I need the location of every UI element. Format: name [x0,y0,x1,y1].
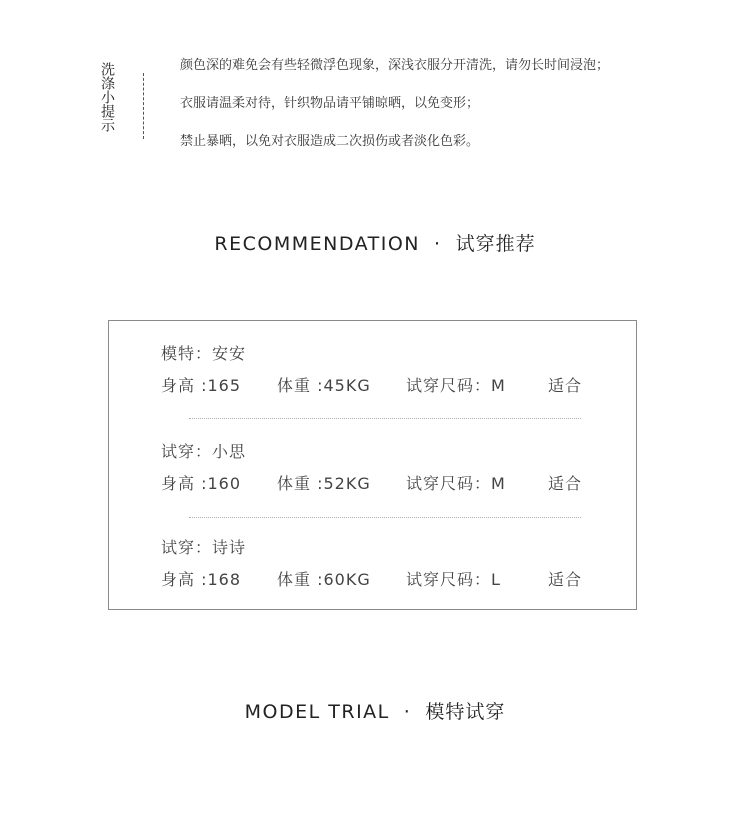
model-size: 试穿尺码：M [406,376,506,395]
care-tips-title: 洗涤小提示 [99,62,115,132]
model-stats [161,375,591,397]
care-tip-2: 衣服请温柔对待，针织物品请平铺晾晒，以免变形； [180,96,480,111]
model-stats [161,473,591,495]
model-height: 身高 :168 [161,570,242,589]
model-name: 试穿：小思 [161,442,247,461]
model-fit: 适合 [548,376,583,395]
model-entry [161,441,591,495]
model-trial-heading [0,697,750,724]
recommendation-box [108,320,637,610]
model-height: 身高 :165 [161,376,242,395]
care-tips-divider [143,73,144,139]
model-trial-heading-dot: · [403,701,412,723]
model-entry [161,537,591,591]
care-tip-3: 禁止暴晒，以免对衣服造成二次损伤或者淡化色彩。 [180,134,480,149]
model-weight: 体重 :60KG [277,570,371,589]
model-fit: 适合 [548,474,583,493]
model-size: 试穿尺码：M [406,474,506,493]
model-trial-heading-cn: 模特试穿 [425,701,506,723]
model-height: 身高 :160 [161,474,242,493]
model-separator [189,418,581,419]
model-name: 模特：安安 [161,344,247,363]
model-stats [161,569,591,591]
care-tip-1: 颜色深的难免会有些轻微浮色现象，深浅衣服分开清洗，请勿长时间浸泡； [180,58,610,73]
model-entry [161,343,591,397]
recommendation-heading-en: RECOMMENDATION [214,233,421,255]
model-name: 试穿：诗诗 [161,538,247,557]
model-trial-heading-en: MODEL TRIAL [244,701,390,723]
model-weight: 体重 :45KG [277,376,371,395]
model-size: 试穿尺码：L [406,570,501,589]
recommendation-heading [0,229,750,256]
care-tips-list [180,57,740,171]
model-weight: 体重 :52KG [277,474,371,493]
model-fit: 适合 [548,570,583,589]
recommendation-heading-cn: 试穿推荐 [455,233,536,255]
model-separator [189,517,581,518]
recommendation-heading-dot: · [434,233,442,255]
